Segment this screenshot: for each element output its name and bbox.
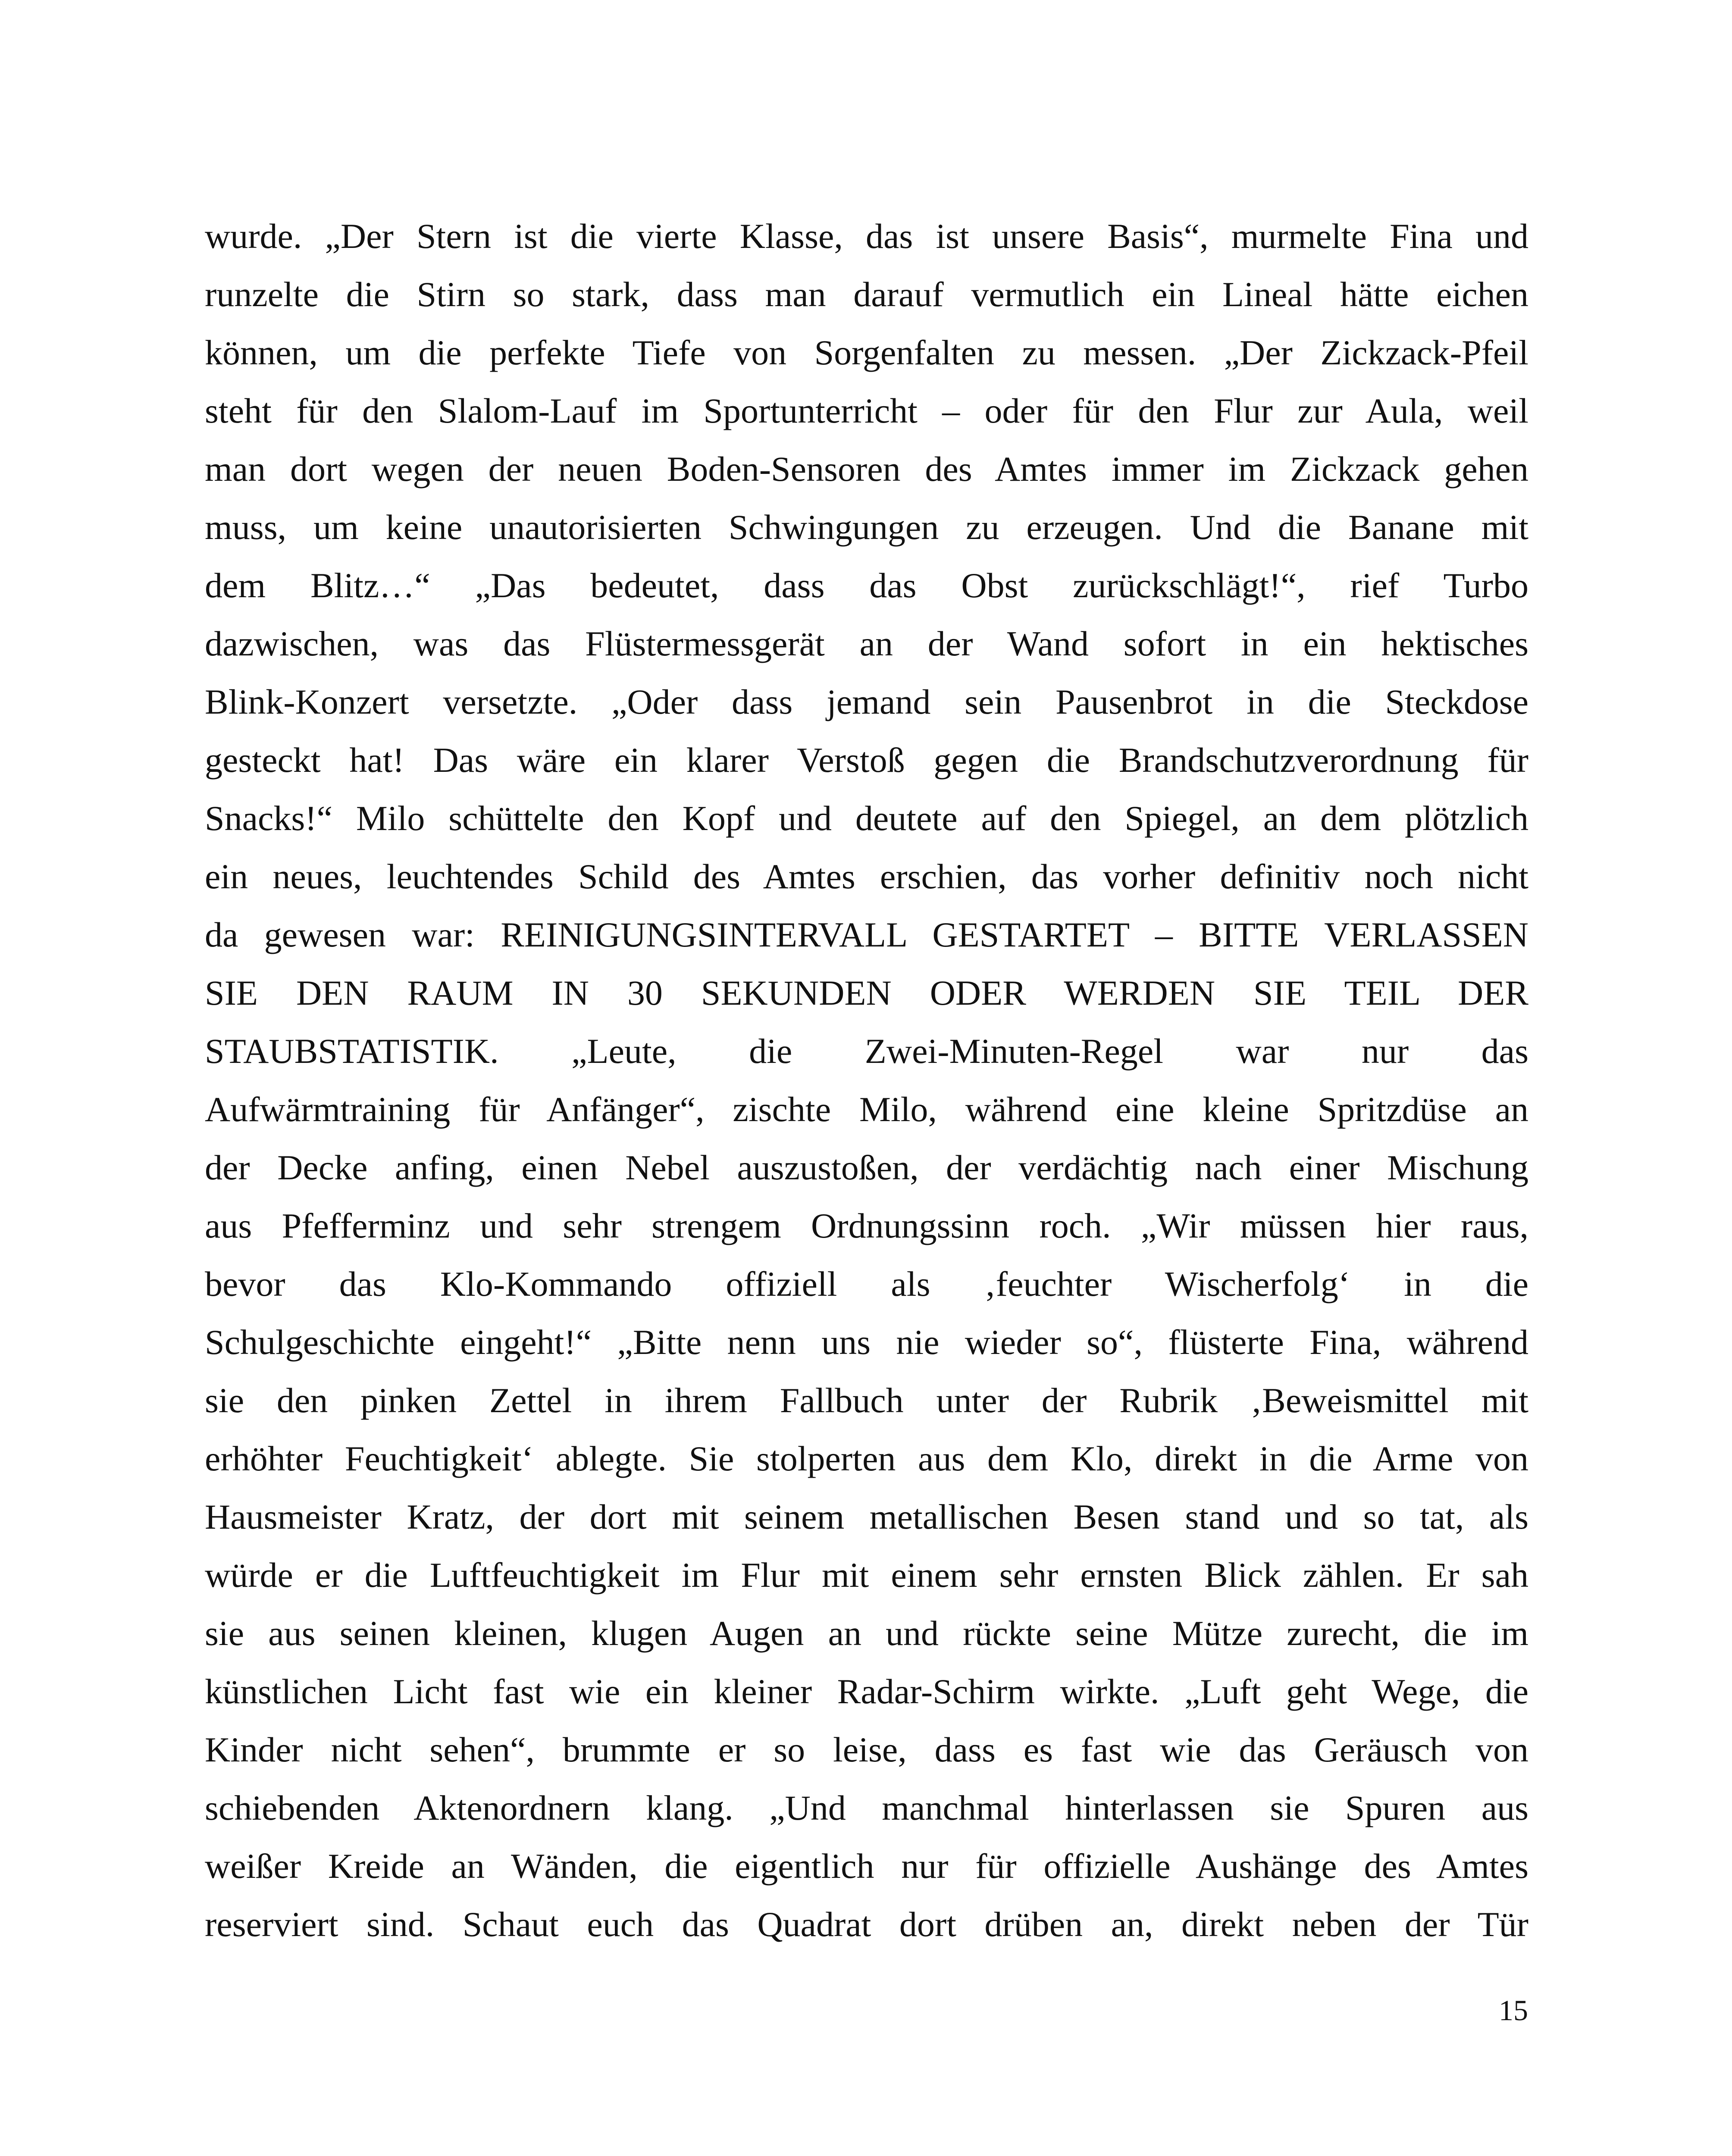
text-line: Aufwärmtraining für Anfänger“, zischte Milo, während eine kleine Spritzdüse an xyxy=(205,1090,1528,1129)
text-line: STAUBSTATISTIK. „Leute, die Zwei-Minuten-Regel war nur das xyxy=(205,1031,1528,1071)
text-line: sie den pinken Zettel in ihrem Fallbuch unter der Rubrik ‚Beweismittel mit xyxy=(205,1381,1528,1420)
text-line: künstlichen Licht fast wie ein kleiner Radar-Schirm wirkte. „Luft geht Wege, die xyxy=(205,1672,1528,1711)
text-line: schiebenden Aktenordnern klang. „Und manchmal hinterlassen sie Spuren aus xyxy=(205,1788,1528,1827)
text-line: SIE DEN RAUM IN 30 SEKUNDEN ODER WERDEN SIE TEIL DER xyxy=(205,973,1528,1012)
text-line: bevor das Klo-Kommando offiziell als ‚feuchter Wischerfolg‘ in die xyxy=(205,1264,1528,1304)
text-line: dem Blitz…“ „Das bedeutet, dass das Obst zurückschlägt!“, rief Turbo xyxy=(205,566,1528,605)
text-line: dazwischen, was das Flüstermessgerät an der Wand sofort in ein hektisches xyxy=(205,624,1528,663)
text-line: erhöhter Feuchtigkeit‘ ablegte. Sie stolperten aus dem Klo, direkt in die Arme von xyxy=(205,1439,1528,1478)
text-line: weißer Kreide an Wänden, die eigentlich nur für offizielle Aushänge des Amtes xyxy=(205,1846,1528,1886)
text-line: der Decke anfing, einen Nebel auszustoßen, der verdächtig nach einer Mischung xyxy=(205,1148,1528,1187)
text-line: sie aus seinen kleinen, klugen Augen an und rückte seine Mütze zurecht, die im xyxy=(205,1614,1528,1653)
text-line: würde er die Luftfeuchtigkeit im Flur mit einem sehr ernsten Blick zählen. Er sah xyxy=(205,1555,1528,1595)
text-line: steht für den Slalom-Lauf im Sportunterricht – oder für den Flur zur Aula, weil xyxy=(205,391,1528,430)
text-line: ein neues, leuchtendes Schild des Amtes erschien, das vorher definitiv noch nicht xyxy=(205,857,1528,896)
text-line: wurde. „Der Stern ist die vierte Klasse, das ist unsere Basis“, murmelte Fina und xyxy=(205,216,1528,256)
text-line: Hausmeister Kratz, der dort mit seinem metallischen Besen stand und so tat, als xyxy=(205,1497,1528,1536)
page-number: 15 xyxy=(1499,1994,1528,2027)
text-line: Schulgeschichte eingeht!“ „Bitte nenn uns nie wieder so“, flüsterte Fina, während xyxy=(205,1322,1528,1362)
text-line: da gewesen war: REINIGUNGSINTERVALL GESTARTET – BITTE VERLASSEN xyxy=(205,915,1528,954)
text-line: runzelte die Stirn so stark, dass man darauf vermutlich ein Lineal hätte eichen xyxy=(205,275,1528,314)
text-line: gesteckt hat! Das wäre ein klarer Verstoß gegen die Brandschutzverordnung für xyxy=(205,740,1528,780)
text-line: man dort wegen der neuen Boden-Sensoren des Amtes immer im Zickzack gehen xyxy=(205,449,1528,489)
text-line: aus Pfefferminz und sehr strengem Ordnungssinn roch. „Wir müssen hier raus, xyxy=(205,1206,1528,1245)
text-line: Blink-Konzert versetzte. „Oder dass jemand sein Pausenbrot in die Steckdose xyxy=(205,682,1528,721)
text-line: können, um die perfekte Tiefe von Sorgenfalten zu messen. „Der Zickzack-Pfeil xyxy=(205,333,1528,372)
body-text xyxy=(205,207,1528,1953)
text-line: Kinder nicht sehen“, brummte er so leise, dass es fast wie das Geräusch von xyxy=(205,1730,1528,1769)
text-line: muss, um keine unautorisierten Schwingungen zu erzeugen. Und die Banane mit xyxy=(205,508,1528,547)
text-line: reserviert sind. Schaut euch das Quadrat dort drüben an, direkt neben der Tür xyxy=(205,1905,1528,1944)
text-line: Snacks!“ Milo schüttelte den Kopf und deutete auf den Spiegel, an dem plötzlich xyxy=(205,799,1528,838)
